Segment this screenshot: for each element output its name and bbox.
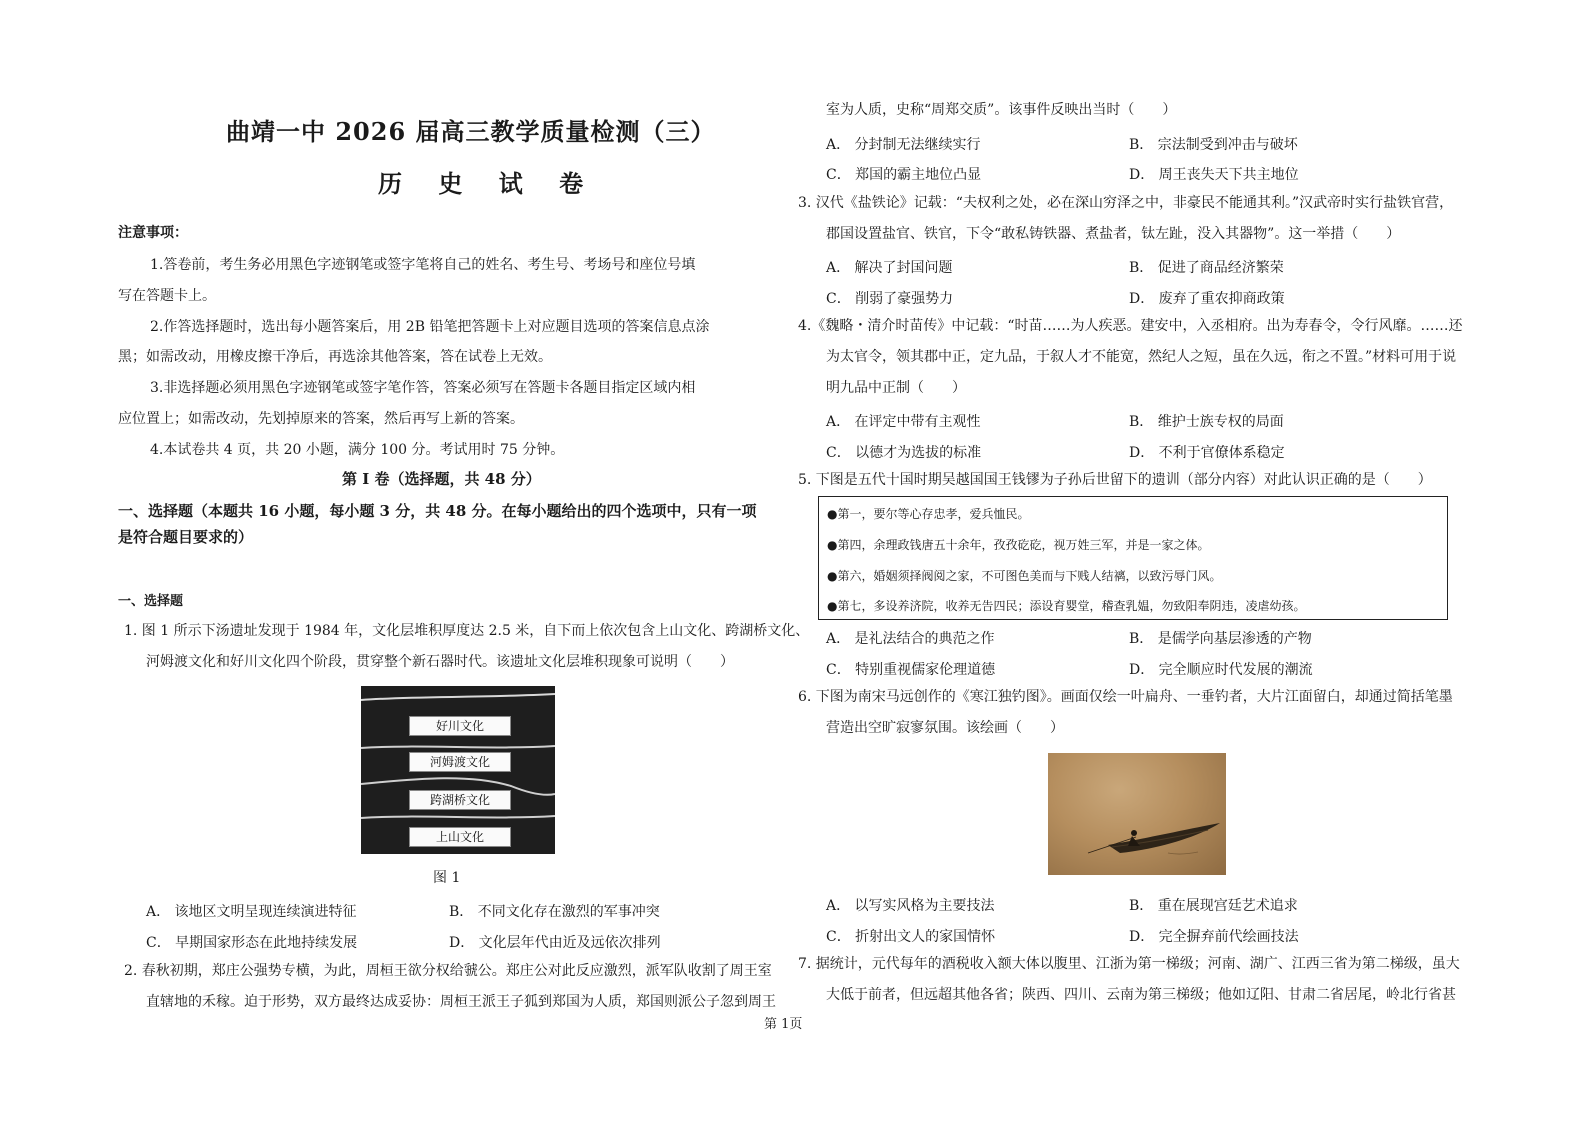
q4-option-c[interactable]: C． 以德才为选拔的标准 — [826, 445, 982, 461]
q2-stem: 室为人质，史称“周郑交质”。该事件反映出当时（ ） — [826, 102, 1177, 118]
q6-option-d[interactable]: D． 完全摒弃前代绘画技法 — [1129, 929, 1299, 945]
q2-stem: 2. 春秋初期，郑庄公强势专横，为此，周桓王欲分权给虢公。郑庄公对此反应激烈，派军队收割了周王室 — [124, 963, 772, 979]
figure-1-caption: 图 1 — [433, 870, 461, 886]
q6-option-b[interactable]: B． 重在展现宫廷艺术追求 — [1129, 898, 1298, 914]
layer-label-shangshan: 上山文化 — [409, 827, 511, 847]
q7-stem: 7. 据统计，元代每年的酒税收入额大体以腹里、江浙为第一梯级；河南、湖广、江西三省为第二梯级，虽大 — [798, 956, 1460, 972]
q4-option-d[interactable]: D． 不利于官僚体系稳定 — [1129, 445, 1285, 461]
q1-option-d[interactable]: D． 文化层年代由近及远依次排列 — [449, 935, 661, 951]
q4-stem: 明九品中正制（ ） — [826, 380, 966, 396]
notice-line: 写在答题卡上。 — [118, 288, 216, 304]
q4-stem: 4.《魏略・清介时苗传》中记载：“时苗……为人疾恶。建安中，入丞相府。出为寿春令，令行风靡。……还 — [798, 318, 1463, 334]
part1-instruction: 是符合题目要求的） — [118, 528, 254, 546]
q4-option-b[interactable]: B． 维护士族专权的局面 — [1129, 414, 1284, 430]
notice-line: 4.本试卷共 4 页，共 20 小题，满分 100 分。考试用时 75 分钟。 — [150, 442, 565, 458]
q7-stem: 大低于前者，但远超其他各省；陕西、四川、云南为第三梯级；他如辽阳、甘肃二省居尾，岭北行省甚 — [826, 987, 1456, 1003]
edict-line: ●第六，婚姻须择阀阅之家，不可图色美而与下贱人结褵，以致污辱门风。 — [827, 569, 1222, 583]
q5-option-c[interactable]: C． 特别重视儒家伦理道德 — [826, 662, 996, 678]
page-number: 第 1页 — [764, 1017, 803, 1032]
part1-heading: 第 I 卷（选择题，共 48 分） — [342, 470, 541, 488]
q5-edict-box — [818, 496, 1448, 620]
notice-line: 1.答卷前，考生务必用黑色字迹钢笔或签字笔将自己的姓名、考生号、考场号和座位号填 — [150, 257, 696, 273]
q6-stem: 营造出空旷寂寥氛围。该绘画（ ） — [826, 720, 1064, 736]
edict-line: ●第一，要尔等心存忠孝，爱兵恤民。 — [827, 507, 1030, 521]
q6-stem: 6. 下图为南宋马远创作的《寒江独钓图》。画面仅绘一叶扁舟、一垂钓者，大片江面留白，却通过简括笔墨 — [798, 689, 1453, 705]
q1-stem: 河姆渡文化和好川文化四个阶段，贯穿整个新石器时代。该遗址文化层堆积现象可说明（ ） — [146, 654, 734, 670]
section-label: 一、选择题 — [118, 594, 184, 609]
exam-title: 曲靖一中 2026 届高三教学质量检测（三） — [226, 117, 716, 146]
q1-stem: 1. 图 1 所示下汤遗址发现于 1984 年，文化层堆积厚度达 2.5 米，自下而上依次包含上山文化、跨湖桥文化、 — [124, 623, 810, 639]
q6-option-a[interactable]: A． 以写实风格为主要技法 — [826, 898, 995, 914]
painting-cold-river-angler — [1048, 753, 1226, 875]
q2-option-c[interactable]: C． 郑国的霸主地位凸显 — [826, 167, 982, 183]
q3-option-c[interactable]: C． 削弱了豪强势力 — [826, 291, 954, 307]
edict-line: ●第七，多设养济院，收养无告四民；添设育婴堂，稽查乳媪，勿致阳奉阴违，凌虐幼孩。 — [827, 599, 1306, 613]
edict-line: ●第四，余理政钱唐五十余年，孜孜矻矻，视万姓三军，并是一家之体。 — [827, 538, 1210, 552]
layer-label-hemudu: 河姆渡文化 — [409, 752, 511, 772]
layer-label-kuahuqiao: 跨湖桥文化 — [409, 790, 511, 810]
q5-option-d[interactable]: D． 完全顺应时代发展的潮流 — [1129, 662, 1313, 678]
notice-line: 3.非选择题必须用黑色字迹钢笔或签字笔作答，答案必须写在答题卡各题目指定区域内相 — [150, 380, 696, 396]
q2-option-d[interactable]: D． 周王丧失天下共主地位 — [1129, 167, 1299, 183]
q3-stem: 郡国设置盐官、铁官，下令“敢私铸铁器、煮盐者，钛左趾，没入其器物”。这一举措（ ） — [826, 226, 1401, 242]
q2-option-a[interactable]: A． 分封制无法继续实行 — [826, 137, 981, 153]
notice-line: 应位置上；如需改动，先划掉原来的答案，然后再写上新的答案。 — [118, 411, 524, 427]
boat-fisherman-icon — [1048, 753, 1226, 875]
q1-option-b[interactable]: B． 不同文化存在激烈的军事冲突 — [449, 904, 660, 920]
q6-option-c[interactable]: C． 折射出文人的家国情怀 — [826, 929, 996, 945]
q1-option-a[interactable]: A． 该地区文明呈现连续演进特征 — [146, 904, 357, 920]
q3-stem: 3. 汉代《盐铁论》记载：“夫权利之处，必在深山穷泽之中，非豪民不能通其利。”汉武帝时实行盐铁官营， — [798, 195, 1454, 211]
q1-option-c[interactable]: C． 早期国家形态在此地持续发展 — [146, 935, 358, 951]
q5-option-a[interactable]: A． 是礼法结合的典范之作 — [826, 631, 995, 647]
q5-option-b[interactable]: B． 是儒学向基层渗透的产物 — [1129, 631, 1312, 647]
exam-subtitle: 历 史 试 卷 — [378, 169, 598, 198]
q4-stem: 为太官令，领其郡中正，定九品，于叙人才不能宽，然纪人之短，虽在久远，衔之不置。”材料可用于说 — [826, 349, 1457, 365]
layer-label-haochuan: 好川文化 — [409, 716, 511, 736]
notice-heading: 注意事项： — [118, 225, 188, 241]
q5-stem: 5. 下图是五代十国时期吴越国国王钱镠为子孙后世留下的遗训（部分内容）对此认识正确的是（ ） — [798, 472, 1432, 488]
part1-instruction: 一、选择题（本题共 16 小题，每小题 3 分，共 48 分。在每小题给出的四个选项中，只有一项 — [118, 502, 757, 520]
notice-line: 2.作答选择题时，选出每小题答案后，用 2B 铅笔把答题卡上对应题目选项的答案信息点涂 — [150, 319, 710, 335]
figure-1-strata — [361, 686, 555, 854]
q2-stem: 直辖地的禾稼。迫于形势，双方最终达成妥协：周桓王派王子狐到郑国为人质，郑国则派公子忽到周王 — [146, 994, 776, 1010]
q4-option-a[interactable]: A． 在评定中带有主观性 — [826, 414, 981, 430]
q3-option-a[interactable]: A． 解决了封国问题 — [826, 260, 953, 276]
q3-option-d[interactable]: D． 废弃了重农抑商政策 — [1129, 291, 1285, 307]
notice-line: 黑；如需改动，用橡皮擦干净后，再选涂其他答案，答在试卷上无效。 — [118, 349, 552, 365]
q2-option-b[interactable]: B． 宗法制受到冲击与破坏 — [1129, 137, 1298, 153]
q3-option-b[interactable]: B． 促进了商品经济繁荣 — [1129, 260, 1284, 276]
